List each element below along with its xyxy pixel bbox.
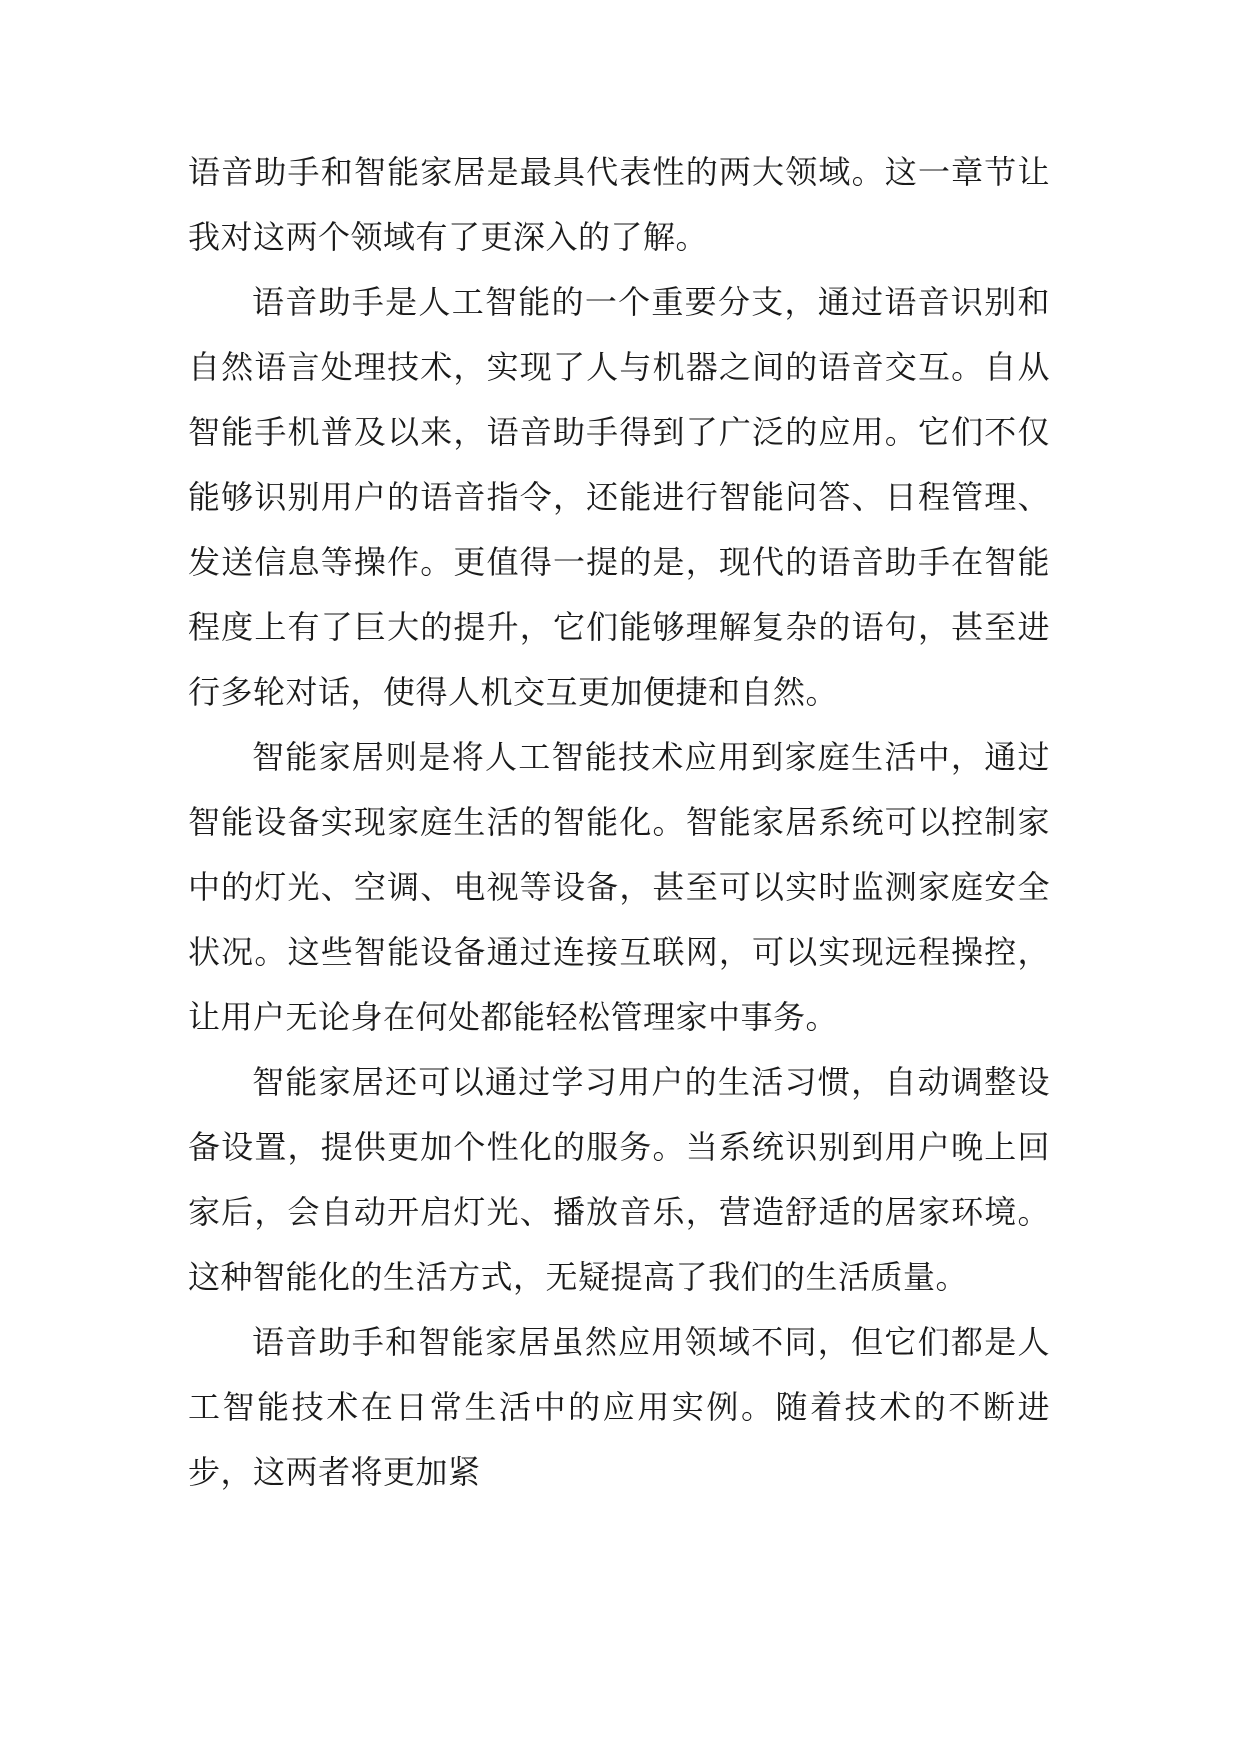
document-body	[188, 140, 1050, 1505]
paragraph-4: 智能家居还可以通过学习用户的生活习惯，自动调整设备设置，提供更加个性化的服务。当系统识别到用户晚上回家后，会自动开启灯光、播放音乐，营造舒适的居家环境。这种智能化的生活方式，无疑提高了我们的生活质量。	[188, 1063, 1050, 1296]
paragraph-1: 语音助手和智能家居是最具代表性的两大领域。这一章节让我对这两个领域有了更深入的了解。	[188, 153, 1050, 256]
paragraph-2: 语音助手是人工智能的一个重要分支，通过语音识别和自然语言处理技术，实现了人与机器之间的语音交互。自从智能手机普及以来，语音助手得到了广泛的应用。它们不仅能够识别用户的语音指令，还能进行智能问答、日程管理、发送信息等操作。更值得一提的是，现代的语音助手在智能程度上有了巨大的提升，它们能够理解复杂的语句，甚至进行多轮对话，使得人机交互更加便捷和自然。	[188, 283, 1050, 711]
paragraph-5: 语音助手和智能家居虽然应用领域不同，但它们都是人工智能技术在日常生活中的应用实例。随着技术的不断进步，这两者将更加紧	[188, 1323, 1050, 1491]
paragraph-3: 智能家居则是将人工智能技术应用到家庭生活中，通过智能设备实现家庭生活的智能化。智能家居系统可以控制家中的灯光、空调、电视等设备，甚至可以实时监测家庭安全状况。这些智能设备通过连接互联网，可以实现远程操控，让用户无论身在何处都能轻松管理家中事务。	[188, 738, 1050, 1036]
